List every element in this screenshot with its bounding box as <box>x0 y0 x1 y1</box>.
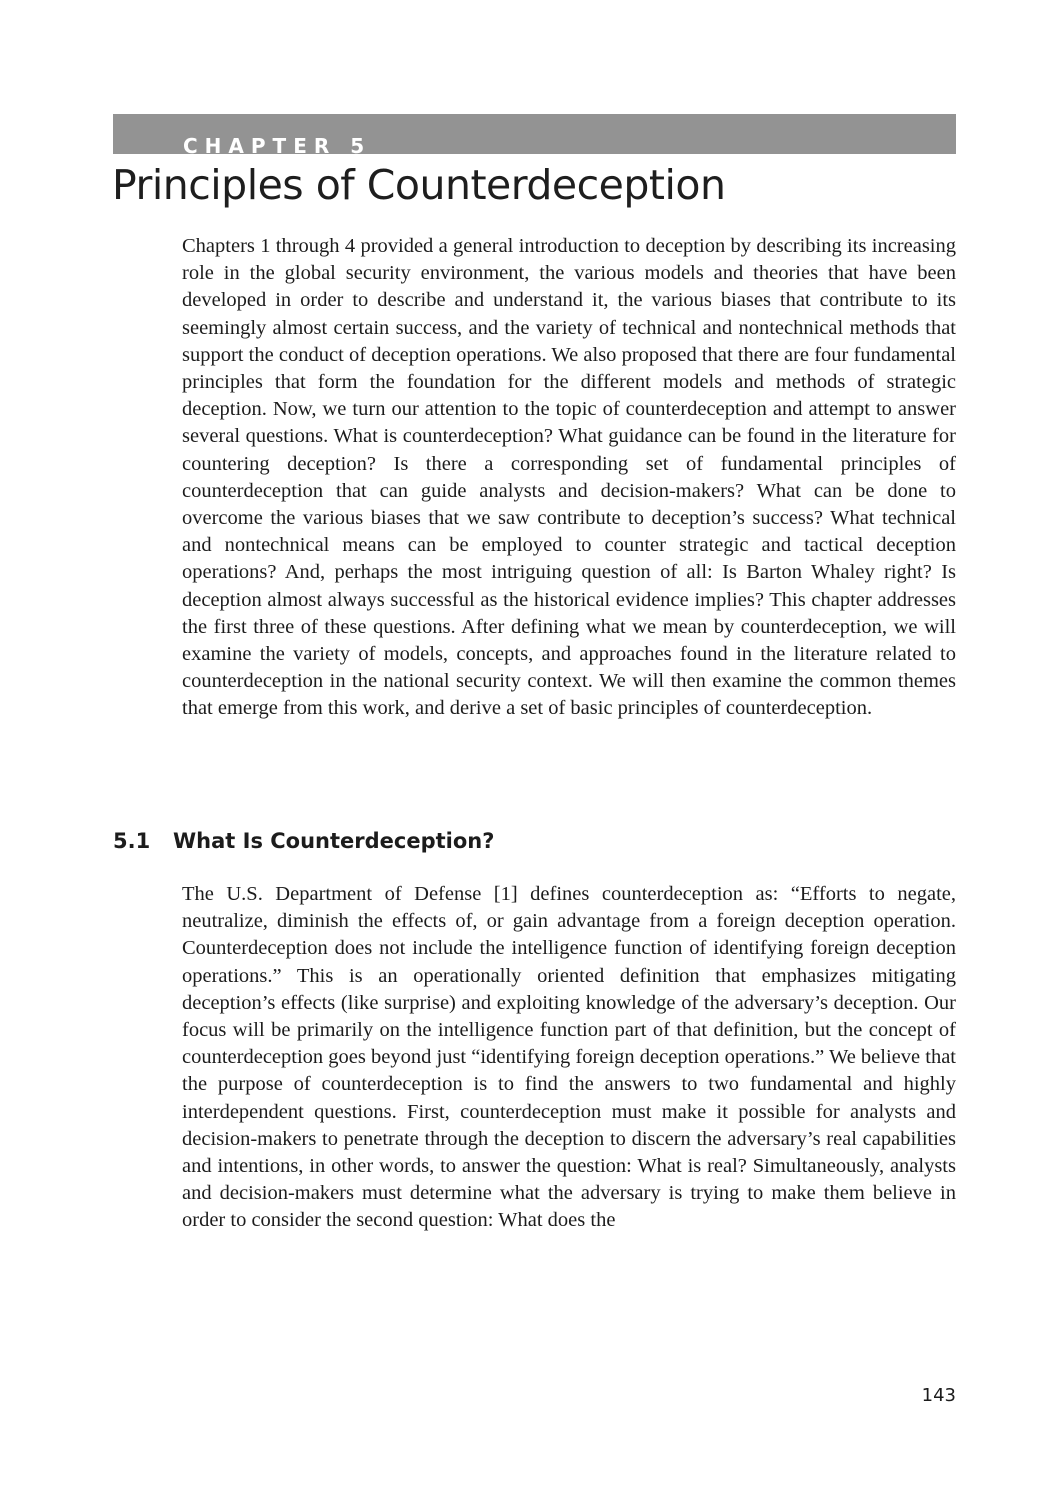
section-number: 5.1 <box>113 829 151 853</box>
chapter-label: CHAPTER 5 <box>183 134 372 154</box>
chapter-banner <box>113 114 956 154</box>
chapter-title: Principles of Counterdeception <box>112 161 726 209</box>
section-heading <box>113 826 494 856</box>
page-number: 143 <box>921 1385 956 1406</box>
intro-paragraph: Chapters 1 through 4 provided a general introduction to deception by describing its increasing role in the global security environment, the various models and theories that have been developed in order to describe and understand it, the various biases that contribute to its seemingly almost certain success, and the variety of technical and nontechnical methods that support the conduct of deception operations. We also proposed that there are four fundamental principles that form the foundation for the different models and methods of strategic deception. Now, we turn our attention to the topic of counterdeception and attempt to answer several questions. What is counterdeception? What guidance can be found in the literature for countering deception? Is there a corresponding set of fundamental principles of counterdeception that can guide analysts and decision-makers? What can be done to overcome the various biases that we saw contribute to deception’s success? What technical and nontechnical means can be employed to counter strategic and tactical deception operations? And, perhaps the most intriguing question of all: Is Barton Whaley right? Is deception almost always successful as the historical evidence implies? This chapter addresses the first three of these questions. After defining what we mean by counterdeception, we will examine the variety of models, concepts, and approaches found in the literature related to counterdeception in the national security context. We will then examine the common themes that emerge from this work, and derive a set of basic principles of counterdeception. <box>182 235 956 720</box>
section-title: What Is Counterdeception? <box>173 829 495 853</box>
section-paragraph: The U.S. Department of Defense [1] defines counterdeception as: “Efforts to negate, neutralize, diminish the effects of, or gain advantage from a foreign deception operation. Counterdeception does not include the intelligence function of identifying foreign deception operations.” This is an operationally oriented definition that emphasizes mitigating deception’s effects (like surprise) and exploiting knowledge of the adversary’s deception. Our focus will be primarily on the intelligence function part of that definition, but the concept of counterdeception goes beyond just “identifying foreign deception operations.” We believe that the purpose of counterdeception is to find the answers to two fundamental and highly interdependent questions. First, counterdeception must make it possible for analysts and decision-makers to penetrate through the deception to discern the adversary’s real capabilities and intentions, in other words, to answer the question: What is real? Simultaneously, analysts and decision-makers must determine what the adversary is trying to make them believe in order to consider the second question: What does the <box>182 883 956 1232</box>
